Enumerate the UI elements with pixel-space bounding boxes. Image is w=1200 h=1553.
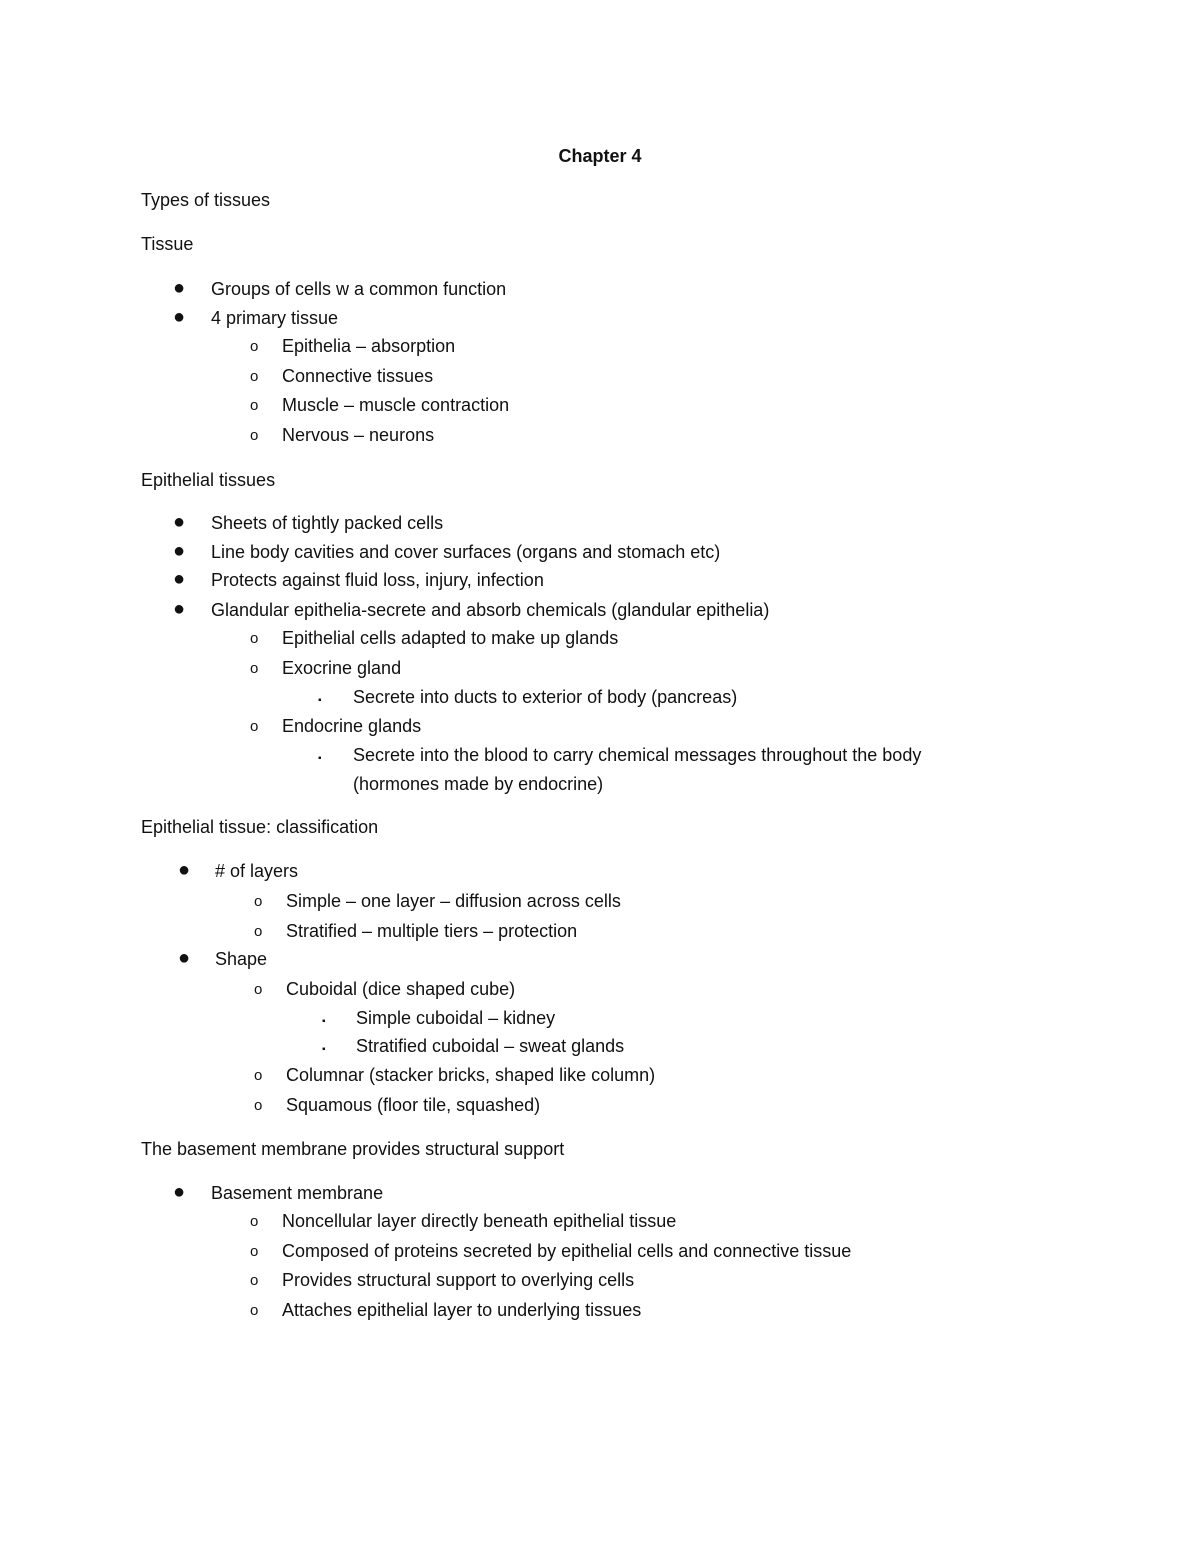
list-item: Composed of proteins secreted by epithelial cells and connective tissue: [282, 1241, 852, 1261]
section-heading-tissue: Tissue: [141, 234, 194, 254]
bullet-marker: ●: [173, 511, 186, 533]
list-item-continuation: (hormones made by endocrine): [353, 774, 604, 794]
square-marker: ▪: [322, 1016, 326, 1027]
circle-marker: o: [250, 630, 259, 647]
list-item: Nervous – neurons: [282, 425, 435, 445]
circle-marker: o: [250, 718, 259, 735]
list-item: Stratified cuboidal – sweat glands: [356, 1036, 625, 1056]
list-item: Epithelia – absorption: [282, 336, 456, 356]
square-marker: ▪: [318, 695, 322, 706]
list-item: Groups of cells w a common function: [211, 279, 507, 299]
section-heading-basement-membrane: The basement membrane provides structural support: [141, 1139, 565, 1159]
list-item: Epithelial cells adapted to make up glands: [282, 628, 619, 648]
list-item: Cuboidal (dice shaped cube): [286, 979, 516, 999]
list-item: Protects against fluid loss, injury, infection: [211, 570, 544, 590]
list-item: Provides structural support to overlying cells: [282, 1270, 635, 1290]
list-item: Secrete into the blood to carry chemical messages throughout the body: [353, 745, 922, 765]
bullet-marker: ●: [173, 306, 186, 328]
bullet-marker: ●: [173, 1181, 186, 1203]
list-item: Muscle – muscle contraction: [282, 395, 510, 415]
circle-marker: o: [250, 427, 259, 444]
circle-marker: o: [250, 1302, 259, 1319]
bullet-marker: ●: [173, 598, 186, 620]
list-item: Glandular epithelia-secrete and absorb chemicals (glandular epithelia): [211, 600, 770, 620]
list-item: Columnar (stacker bricks, shaped like column): [286, 1065, 656, 1085]
circle-marker: o: [254, 893, 263, 910]
list-item: Stratified – multiple tiers – protection: [286, 921, 578, 941]
bullet-marker: ●: [178, 859, 191, 881]
list-item: # of layers: [215, 861, 299, 881]
circle-marker: o: [254, 1097, 263, 1114]
section-heading-classification: Epithelial tissue: classification: [141, 817, 379, 837]
list-item: Squamous (floor tile, squashed): [286, 1095, 541, 1115]
circle-marker: o: [254, 923, 263, 940]
list-item: Exocrine gland: [282, 658, 402, 678]
circle-marker: o: [250, 1243, 259, 1260]
section-heading-types-of-tissues: Types of tissues: [141, 190, 271, 210]
list-item: Secrete into ducts to exterior of body (pancreas): [353, 687, 738, 707]
list-item: Simple – one layer – diffusion across cells: [286, 891, 621, 911]
circle-marker: o: [250, 397, 259, 414]
page-title: Chapter 4: [558, 146, 642, 166]
list-item: Attaches epithelial layer to underlying tissues: [282, 1300, 642, 1320]
list-item: 4 primary tissue: [211, 308, 339, 328]
circle-marker: o: [250, 368, 259, 385]
list-item: Basement membrane: [211, 1183, 384, 1203]
circle-marker: o: [250, 338, 259, 355]
square-marker: ▪: [318, 753, 322, 764]
list-item: Endocrine glands: [282, 716, 422, 736]
circle-marker: o: [254, 1067, 263, 1084]
list-item: Simple cuboidal – kidney: [356, 1008, 556, 1028]
list-item: Line body cavities and cover surfaces (organs and stomach etc): [211, 542, 721, 562]
bullet-marker: ●: [178, 947, 191, 969]
list-item: Noncellular layer directly beneath epithelial tissue: [282, 1211, 677, 1231]
square-marker: ▪: [322, 1044, 326, 1055]
circle-marker: o: [250, 660, 259, 677]
circle-marker: o: [250, 1272, 259, 1289]
bullet-marker: ●: [173, 540, 186, 562]
list-item: Shape: [215, 949, 268, 969]
section-heading-epithelial-tissues: Epithelial tissues: [141, 470, 276, 490]
circle-marker: o: [254, 981, 263, 998]
bullet-marker: ●: [173, 568, 186, 590]
list-item: Connective tissues: [282, 366, 434, 386]
bullet-marker: ●: [173, 277, 186, 299]
circle-marker: o: [250, 1213, 259, 1230]
list-item: Sheets of tightly packed cells: [211, 513, 444, 533]
